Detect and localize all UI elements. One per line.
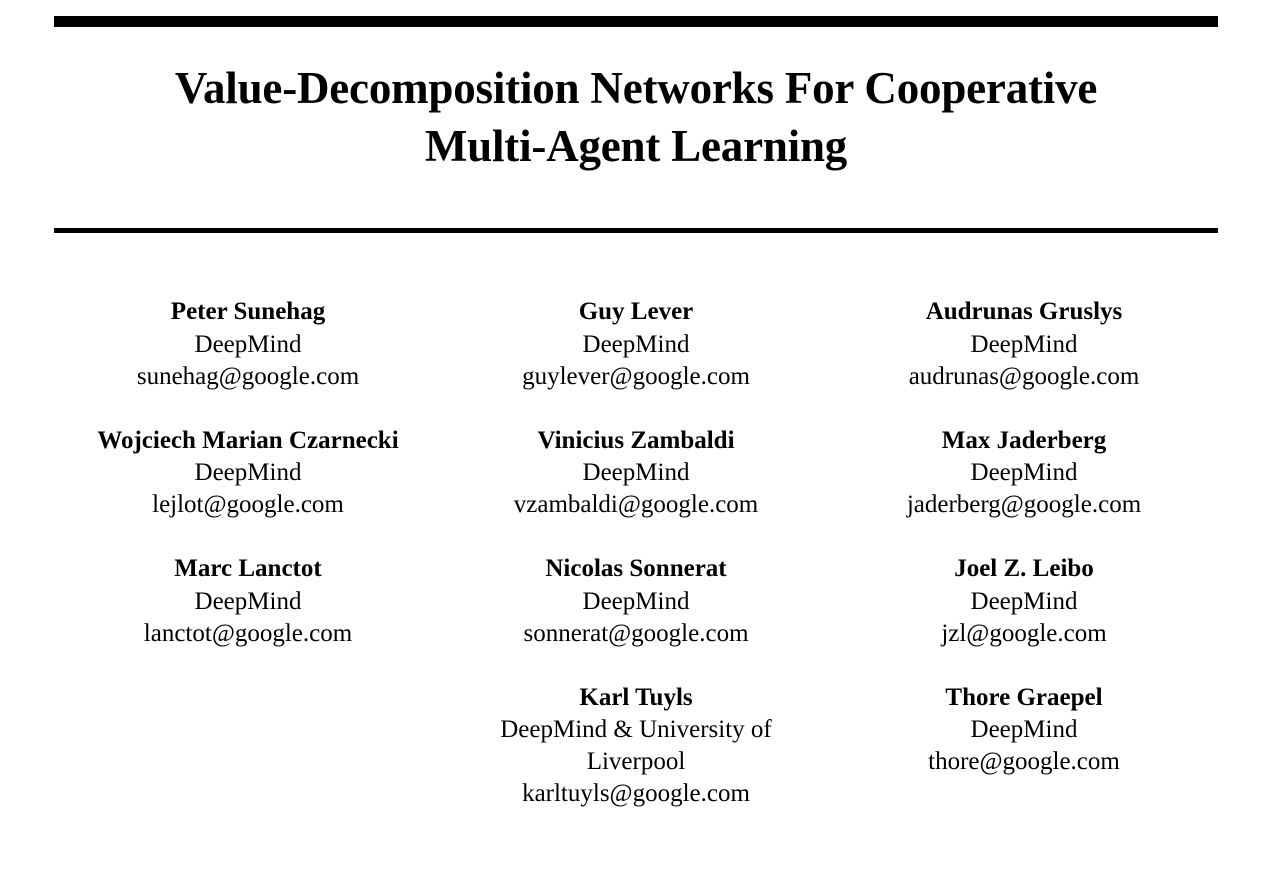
author-name: Max Jaderberg (941, 426, 1107, 454)
author-email: guylever@google.com (522, 362, 750, 390)
page-title: Value-Decomposition Networks For Cooperative Multi-Agent Learning (174, 63, 1098, 171)
author-email: jzl@google.com (941, 619, 1107, 647)
author-name: Wojciech Marian Czarnecki (97, 426, 399, 454)
author-affiliation: DeepMind & University of Liverpool (500, 716, 772, 775)
author-affiliation: DeepMind (582, 459, 690, 486)
title-rule-top (54, 16, 1218, 27)
author-entry (54, 425, 442, 522)
author-row (54, 425, 1218, 522)
author-email: jaderberg@google.com (906, 491, 1142, 518)
author-affiliation: DeepMind (582, 330, 690, 358)
author-name: Nicolas Sonnerat (545, 555, 727, 582)
author-affiliation: DeepMind (970, 330, 1078, 358)
author-entry (830, 425, 1218, 522)
author-name: Thore Graepel (945, 683, 1103, 711)
author-affiliation: DeepMind (970, 459, 1078, 486)
author-entry (442, 296, 830, 393)
author-affiliation: DeepMind (194, 330, 302, 358)
author-affiliation: DeepMind (970, 587, 1078, 615)
author-email: vzambaldi@google.com (513, 491, 759, 518)
author-name: Vinicius Zambaldi (537, 426, 735, 454)
author-entry (442, 425, 830, 522)
author-email: sunehag@google.com (136, 362, 360, 390)
author-email: sonnerat@google.com (523, 619, 749, 647)
author-entry (830, 296, 1218, 393)
author-name: Peter Sunehag (170, 298, 326, 325)
author-entry (442, 553, 830, 650)
author-entry (442, 682, 830, 811)
author-row (54, 682, 1218, 811)
author-entry (54, 296, 442, 393)
author-entry (830, 553, 1218, 650)
author-entry (54, 553, 442, 650)
author-name: Marc Lanctot (174, 555, 322, 582)
author-name: Joel Z. Leibo (954, 555, 1094, 582)
author-affiliation: DeepMind (194, 459, 302, 486)
author-affiliation: DeepMind (970, 716, 1078, 743)
author-name: Audrunas Gruslys (925, 298, 1123, 325)
author-email: audrunas@google.com (908, 362, 1140, 390)
author-affiliation: DeepMind (194, 587, 302, 615)
author-email: lanctot@google.com (143, 619, 353, 647)
author-email: karltuyls@google.com (522, 780, 750, 807)
author-name: Karl Tuyls (579, 683, 693, 711)
author-row (54, 553, 1218, 650)
author-name: Guy Lever (578, 298, 694, 325)
title-rule-bottom (54, 228, 1218, 233)
author-affiliation: DeepMind (582, 587, 690, 615)
author-block (54, 296, 1218, 810)
author-email: thore@google.com (928, 748, 1120, 775)
author-row (54, 296, 1218, 393)
author-email: lejlot@google.com (152, 491, 344, 518)
author-entry (830, 682, 1218, 811)
